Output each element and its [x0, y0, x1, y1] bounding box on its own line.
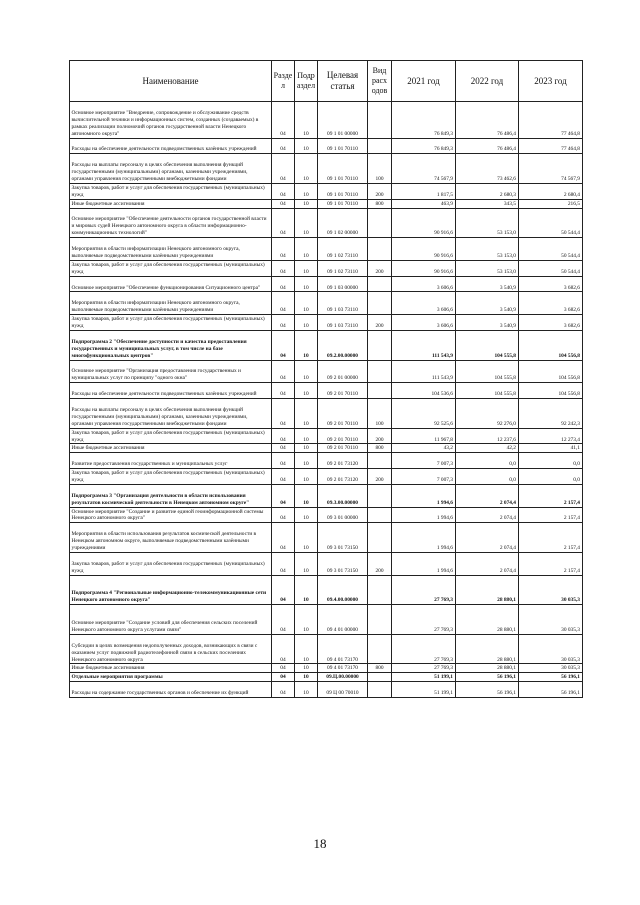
cell-name: Основное мероприятие "Обеспечение деятельности органов государственной власти и мировых судей Ненецкого автономного округа в области информационно-коммуникационных технологий": [70, 208, 272, 238]
cell-name: Подпрограмма 4 "Региональные информационно-телекоммуникационные сети Ненецкого автономного округа": [70, 575, 272, 605]
cell-vid: [368, 102, 392, 139]
cell-value-2023: 2 680,4: [519, 183, 583, 199]
cell-value-2023: 50 544,4: [519, 260, 583, 276]
cell-name: Закупка товаров, работ и услуг для обеспечения государственных (муниципальных) нужд: [70, 428, 272, 444]
cell-name: Мероприятия в области информатизации Ненецкого автономного округа, выполняемые подведомственными казёнными учреждениями: [70, 292, 272, 315]
table-row: [70, 260, 583, 276]
cell-razdel: 04: [272, 399, 295, 429]
cell-value-2021: 90 916,6: [392, 238, 456, 261]
cell-value-2021: 1 994,6: [392, 484, 456, 507]
cell-article: 09 3 01 73150: [318, 552, 368, 575]
cell-value-2022: 2 074,4: [456, 484, 519, 507]
table-row: [70, 199, 583, 208]
cell-value-2023: 3 682,6: [519, 315, 583, 331]
header-article: Целевая статья: [318, 61, 368, 102]
cell-value-2023: 92 242,3: [519, 399, 583, 429]
cell-article: 09 1 02 73110: [318, 260, 368, 276]
cell-value-2021: 11 967,8: [392, 428, 456, 444]
cell-value-2023: 12 273,4: [519, 428, 583, 444]
cell-value-2022: 92 276,0: [456, 399, 519, 429]
cell-name: Закупка товаров, работ и услуг для обеспечения государственных (муниципальных) нужд: [70, 315, 272, 331]
cell-razdel: 04: [272, 183, 295, 199]
cell-podrazdel: 10: [295, 673, 318, 682]
cell-value-2022: 42,2: [456, 444, 519, 453]
cell-value-2023: 41,1: [519, 444, 583, 453]
cell-value-2021: 27 769,3: [392, 634, 456, 664]
header-2022: 2022 год: [456, 61, 519, 102]
cell-article: 09 2 01 00000: [318, 360, 368, 383]
cell-name: Развитие предоставления государственных и муниципальных услуг: [70, 453, 272, 469]
cell-name: Основное мероприятие "Создание условий для обеспечения сельских поселений Ненецкого автономного округа услугами связи": [70, 605, 272, 635]
cell-article: 09 1 01 70110: [318, 154, 368, 184]
table-row: [70, 183, 583, 199]
table-row: [70, 238, 583, 261]
cell-article: 09 1 01 70110: [318, 199, 368, 208]
table-row: [70, 469, 583, 485]
cell-article: 09 2 01 73120: [318, 469, 368, 485]
cell-vid: [368, 383, 392, 399]
cell-razdel: 04: [272, 154, 295, 184]
cell-value-2022: 0,0: [456, 469, 519, 485]
cell-vid: [368, 276, 392, 292]
cell-podrazdel: 10: [295, 605, 318, 635]
table-row: [70, 276, 583, 292]
cell-podrazdel: 10: [295, 292, 318, 315]
table-header-row: [70, 61, 583, 102]
cell-name: Иные бюджетные ассигнования: [70, 444, 272, 453]
cell-value-2021: 1 994,6: [392, 523, 456, 553]
cell-value-2023: 0,0: [519, 453, 583, 469]
cell-value-2021: 1 817,5: [392, 183, 456, 199]
cell-value-2023: 50 544,4: [519, 238, 583, 261]
cell-value-2022: 56 196,1: [456, 673, 519, 682]
cell-razdel: 04: [272, 238, 295, 261]
cell-article: 09 1 02 00000: [318, 208, 368, 238]
cell-razdel: 04: [272, 682, 295, 698]
cell-name: Закупка товаров, работ и услуг для обеспечения государственных (муниципальных) нужд: [70, 552, 272, 575]
cell-value-2023: 2 157,4: [519, 484, 583, 507]
cell-podrazdel: 10: [295, 238, 318, 261]
cell-article: 09 2 01 70110: [318, 444, 368, 453]
table-row: [70, 634, 583, 664]
cell-razdel: 04: [272, 276, 295, 292]
table-row: [70, 484, 583, 507]
cell-vid: 800: [368, 444, 392, 453]
cell-article: 09.3.00.00000: [318, 484, 368, 507]
cell-vid: [368, 682, 392, 698]
cell-razdel: 04: [272, 428, 295, 444]
cell-article: 09 1 01 70110: [318, 183, 368, 199]
cell-value-2023: 104 556,8: [519, 383, 583, 399]
cell-value-2021: 90 916,6: [392, 208, 456, 238]
cell-value-2021: 3 606,6: [392, 315, 456, 331]
cell-podrazdel: 10: [295, 199, 318, 208]
cell-podrazdel: 10: [295, 507, 318, 523]
table-row: [70, 208, 583, 238]
cell-razdel: 04: [272, 453, 295, 469]
cell-value-2021: 104 536,6: [392, 383, 456, 399]
table-row: [70, 507, 583, 523]
cell-vid: 200: [368, 183, 392, 199]
cell-value-2023: 77 464,8: [519, 102, 583, 139]
table-row: [70, 292, 583, 315]
cell-article: 09 2 01 70110: [318, 399, 368, 429]
cell-vid: [368, 330, 392, 360]
cell-article: 09 1 03 73110: [318, 315, 368, 331]
cell-vid: [368, 292, 392, 315]
cell-razdel: 04: [272, 315, 295, 331]
cell-value-2022: 28 880,1: [456, 664, 519, 673]
cell-value-2023: 104 556,8: [519, 330, 583, 360]
cell-value-2022: 76 486,4: [456, 102, 519, 139]
cell-razdel: 04: [272, 523, 295, 553]
cell-value-2022: 2 680,3: [456, 183, 519, 199]
table-row: [70, 428, 583, 444]
cell-value-2023: 3 682,6: [519, 276, 583, 292]
table-row: [70, 575, 583, 605]
cell-razdel: 04: [272, 260, 295, 276]
header-name: Наименование: [70, 61, 272, 102]
cell-podrazdel: 10: [295, 428, 318, 444]
table-row: [70, 673, 583, 682]
cell-value-2023: 30 035,3: [519, 605, 583, 635]
table-row: [70, 523, 583, 553]
cell-article: 09.Ц.00.00000: [318, 673, 368, 682]
cell-value-2023: 0,0: [519, 469, 583, 485]
cell-vid: [368, 484, 392, 507]
cell-podrazdel: 10: [295, 399, 318, 429]
cell-vid: 800: [368, 664, 392, 673]
cell-vid: [368, 523, 392, 553]
cell-razdel: 04: [272, 484, 295, 507]
cell-vid: [368, 507, 392, 523]
cell-article: 09 4 01 73170: [318, 664, 368, 673]
cell-value-2021: 27 769,3: [392, 605, 456, 635]
cell-value-2022: 3 540,9: [456, 315, 519, 331]
cell-value-2023: 74 567,9: [519, 154, 583, 184]
cell-value-2021: 7 007,3: [392, 469, 456, 485]
cell-value-2022: 53 153,0: [456, 260, 519, 276]
cell-value-2021: 463,9: [392, 199, 456, 208]
cell-podrazdel: 10: [295, 682, 318, 698]
cell-razdel: 04: [272, 605, 295, 635]
cell-vid: [368, 673, 392, 682]
cell-value-2021: 92 525,6: [392, 399, 456, 429]
table-row: [70, 360, 583, 383]
cell-vid: 200: [368, 469, 392, 485]
cell-razdel: 04: [272, 138, 295, 154]
table-row: [70, 453, 583, 469]
cell-value-2023: 2 157,4: [519, 552, 583, 575]
cell-value-2021: 76 849,3: [392, 138, 456, 154]
cell-value-2023: 2 157,4: [519, 523, 583, 553]
cell-podrazdel: 10: [295, 469, 318, 485]
cell-name: Расходы на выплаты персоналу в целях обеспечения выполнения функций государственными (муниципальными) органами, казенными учреждениями, органами управления государственными внебюджетными фондами: [70, 399, 272, 429]
budget-table-container: [69, 60, 582, 698]
table-row: [70, 605, 583, 635]
cell-vid: [368, 453, 392, 469]
cell-podrazdel: 10: [295, 360, 318, 383]
cell-value-2022: 53 153,0: [456, 208, 519, 238]
table-row: [70, 154, 583, 184]
cell-value-2022: 73 462,6: [456, 154, 519, 184]
cell-value-2023: 30 035,3: [519, 575, 583, 605]
cell-razdel: 04: [272, 673, 295, 682]
cell-name: Подпрограмма 3 "Организация деятельности в области использования результатов космической деятельности в Ненецком автономном округе": [70, 484, 272, 507]
cell-podrazdel: 10: [295, 453, 318, 469]
cell-podrazdel: 10: [295, 138, 318, 154]
cell-vid: [368, 634, 392, 664]
cell-value-2021: 3 606,6: [392, 276, 456, 292]
table-row: [70, 444, 583, 453]
cell-value-2023: 50 544,4: [519, 208, 583, 238]
cell-value-2023: 77 464,8: [519, 138, 583, 154]
cell-value-2023: 30 035,3: [519, 664, 583, 673]
cell-name: Закупка товаров, работ и услуг для обеспечения государственных (муниципальных) нужд: [70, 469, 272, 485]
cell-razdel: 04: [272, 383, 295, 399]
cell-razdel: 04: [272, 360, 295, 383]
cell-name: Расходы на выплаты персоналу в целях обеспечения выполнения функций государственными (муниципальными) органами, казенными учреждениями, органами управления государственными внебюджетными фондами: [70, 154, 272, 184]
cell-article: 09 Ц 00 70010: [318, 682, 368, 698]
cell-value-2021: 27 769,3: [392, 575, 456, 605]
cell-name: Расходы на обеспечение деятельности подведомственных казённых учреждений: [70, 383, 272, 399]
cell-razdel: 04: [272, 634, 295, 664]
cell-vid: [368, 208, 392, 238]
cell-name: Субсидии в целях возмещения недополученных доходов, возникающих в связи с оказанием услуг подвижной радиотелефонной связи в сельских поселениях Ненецкого автономного округа: [70, 634, 272, 664]
cell-value-2021: 111 543,9: [392, 360, 456, 383]
cell-podrazdel: 10: [295, 208, 318, 238]
cell-value-2021: 43,2: [392, 444, 456, 453]
cell-value-2022: 28 880,1: [456, 634, 519, 664]
cell-value-2021: 90 916,6: [392, 260, 456, 276]
cell-razdel: 04: [272, 507, 295, 523]
cell-value-2022: 2 074,4: [456, 523, 519, 553]
table-row: [70, 682, 583, 698]
cell-value-2022: 104 555,8: [456, 383, 519, 399]
header-2023: 2023 год: [519, 61, 583, 102]
cell-name: Иные бюджетные ассигнования: [70, 664, 272, 673]
cell-article: 09 4 01 00000: [318, 605, 368, 635]
cell-value-2022: 76 486,4: [456, 138, 519, 154]
cell-article: 09 3 01 00000: [318, 507, 368, 523]
table-row: [70, 664, 583, 673]
cell-article: 09.4.00.00000: [318, 575, 368, 605]
cell-name: Основное мероприятие "Создание и развитие единой геоинформационной системы Ненецкого автономного округа": [70, 507, 272, 523]
cell-razdel: 04: [272, 102, 295, 139]
table-row: [70, 552, 583, 575]
cell-razdel: 04: [272, 664, 295, 673]
cell-razdel: 04: [272, 552, 295, 575]
cell-name: Закупка товаров, работ и услуг для обеспечения государственных (муниципальных) нужд: [70, 260, 272, 276]
cell-podrazdel: 10: [295, 552, 318, 575]
cell-vid: [368, 605, 392, 635]
cell-razdel: 04: [272, 208, 295, 238]
cell-article: 09 4 01 73170: [318, 634, 368, 664]
cell-value-2022: 2 074,4: [456, 507, 519, 523]
cell-name: Закупка товаров, работ и услуг для обеспечения государственных (муниципальных) нужд: [70, 183, 272, 199]
cell-value-2021: 76 849,3: [392, 102, 456, 139]
cell-name: Мероприятия в области информатизации Ненецкого автономного округа, выполняемые подведомственными казёнными учреждениями: [70, 238, 272, 261]
cell-value-2023: 2 157,4: [519, 507, 583, 523]
cell-podrazdel: 10: [295, 664, 318, 673]
cell-vid: [368, 238, 392, 261]
budget-table: [69, 60, 583, 698]
cell-podrazdel: 10: [295, 315, 318, 331]
cell-value-2023: 104 556,8: [519, 360, 583, 383]
cell-value-2023: 3 682,6: [519, 292, 583, 315]
cell-razdel: 04: [272, 469, 295, 485]
cell-value-2021: 51 199,1: [392, 673, 456, 682]
cell-name: Отдельные мероприятия программы: [70, 673, 272, 682]
cell-value-2021: 1 994,6: [392, 552, 456, 575]
cell-podrazdel: 10: [295, 575, 318, 605]
cell-name: Иные бюджетные ассигнования: [70, 199, 272, 208]
cell-value-2023: 30 035,3: [519, 634, 583, 664]
table-row: [70, 383, 583, 399]
cell-podrazdel: 10: [295, 154, 318, 184]
table-row: [70, 315, 583, 331]
cell-value-2021: 51 199,1: [392, 682, 456, 698]
cell-value-2021: 74 567,9: [392, 154, 456, 184]
cell-razdel: 04: [272, 330, 295, 360]
cell-vid: 100: [368, 154, 392, 184]
cell-name: Основное мероприятие "Внедрение, сопровождение и обслуживание средств вычислительной техники и информационных систем, созданных (создаваемых) в рамках реализации полномочий органов государственной власти Ненецкого автономного округа": [70, 102, 272, 139]
cell-value-2023: 56 196,1: [519, 673, 583, 682]
table-body: [70, 102, 583, 698]
cell-article: 09 1 01 70110: [318, 138, 368, 154]
cell-vid: [368, 575, 392, 605]
cell-razdel: 04: [272, 575, 295, 605]
cell-value-2022: 2 074,4: [456, 552, 519, 575]
cell-article: 09 1 03 73110: [318, 292, 368, 315]
cell-vid: [368, 138, 392, 154]
cell-vid: [368, 360, 392, 383]
cell-value-2021: 1 994,6: [392, 507, 456, 523]
cell-name: Основное мероприятие "Обеспечение функционирования Ситуационного центра": [70, 276, 272, 292]
cell-article: 09.2.00.00000: [318, 330, 368, 360]
cell-article: 09 2 01 70110: [318, 383, 368, 399]
cell-value-2022: 104 555,8: [456, 360, 519, 383]
cell-article: 09 2 01 73120: [318, 453, 368, 469]
cell-name: Мероприятия в области использования результатов космической деятельности в Ненецком автономном округе, выполняемые подведомственными казёнными учреждениями: [70, 523, 272, 553]
cell-value-2022: 56 196,1: [456, 682, 519, 698]
table-row: [70, 138, 583, 154]
cell-value-2022: 343,5: [456, 199, 519, 208]
cell-vid: 200: [368, 315, 392, 331]
table-row: [70, 102, 583, 139]
header-razdel: Разде л: [272, 61, 295, 102]
header-vid: Вид расх одов: [368, 61, 392, 102]
cell-value-2022: 0,0: [456, 453, 519, 469]
cell-value-2022: 53 153,0: [456, 238, 519, 261]
table-row: [70, 330, 583, 360]
cell-razdel: 04: [272, 199, 295, 208]
cell-vid: 200: [368, 552, 392, 575]
cell-podrazdel: 10: [295, 634, 318, 664]
cell-razdel: 04: [272, 292, 295, 315]
cell-podrazdel: 10: [295, 330, 318, 360]
cell-name: Основное мероприятие "Организация предоставления государственных и муниципальных услуг по принципу "одного окна": [70, 360, 272, 383]
cell-vid: 800: [368, 199, 392, 208]
cell-value-2021: 27 769,3: [392, 664, 456, 673]
cell-podrazdel: 10: [295, 523, 318, 553]
cell-value-2022: 28 880,1: [456, 575, 519, 605]
cell-value-2022: 3 540,9: [456, 276, 519, 292]
cell-article: 09 1 02 73110: [318, 238, 368, 261]
cell-value-2022: 28 880,1: [456, 605, 519, 635]
cell-podrazdel: 10: [295, 444, 318, 453]
cell-value-2023: 56 196,1: [519, 682, 583, 698]
cell-name: Подпрограмма 2 "Обеспечение доступности и качества предоставления государственных и муниципальных услуг, в том числе на базе многофункциональных центров": [70, 330, 272, 360]
cell-razdel: 04: [272, 444, 295, 453]
cell-value-2021: 7 007,3: [392, 453, 456, 469]
cell-podrazdel: 10: [295, 102, 318, 139]
cell-article: 09 1 03 00000: [318, 276, 368, 292]
cell-podrazdel: 10: [295, 484, 318, 507]
cell-value-2022: 3 540,9: [456, 292, 519, 315]
cell-value-2021: 111 543,9: [392, 330, 456, 360]
table-row: [70, 399, 583, 429]
header-podrazdel: Подр аздел: [295, 61, 318, 102]
cell-value-2022: 12 237,6: [456, 428, 519, 444]
cell-value-2021: 3 606,6: [392, 292, 456, 315]
cell-vid: 200: [368, 428, 392, 444]
cell-name: Расходы на содержание государственных органов и обеспечение их функций: [70, 682, 272, 698]
cell-vid: 200: [368, 260, 392, 276]
header-2021: 2021 год: [392, 61, 456, 102]
page-number: 18: [313, 836, 327, 851]
cell-value-2022: 104 555,8: [456, 330, 519, 360]
cell-vid: 100: [368, 399, 392, 429]
cell-value-2023: 216,5: [519, 199, 583, 208]
cell-name: Расходы на обеспечение деятельности подведомственных казённых учреждений: [70, 138, 272, 154]
cell-podrazdel: 10: [295, 276, 318, 292]
cell-article: 09 3 01 73150: [318, 523, 368, 553]
cell-podrazdel: 10: [295, 383, 318, 399]
cell-article: 09 2 01 70110: [318, 428, 368, 444]
cell-article: 09 1 01 00000: [318, 102, 368, 139]
cell-podrazdel: 10: [295, 183, 318, 199]
cell-podrazdel: 10: [295, 260, 318, 276]
